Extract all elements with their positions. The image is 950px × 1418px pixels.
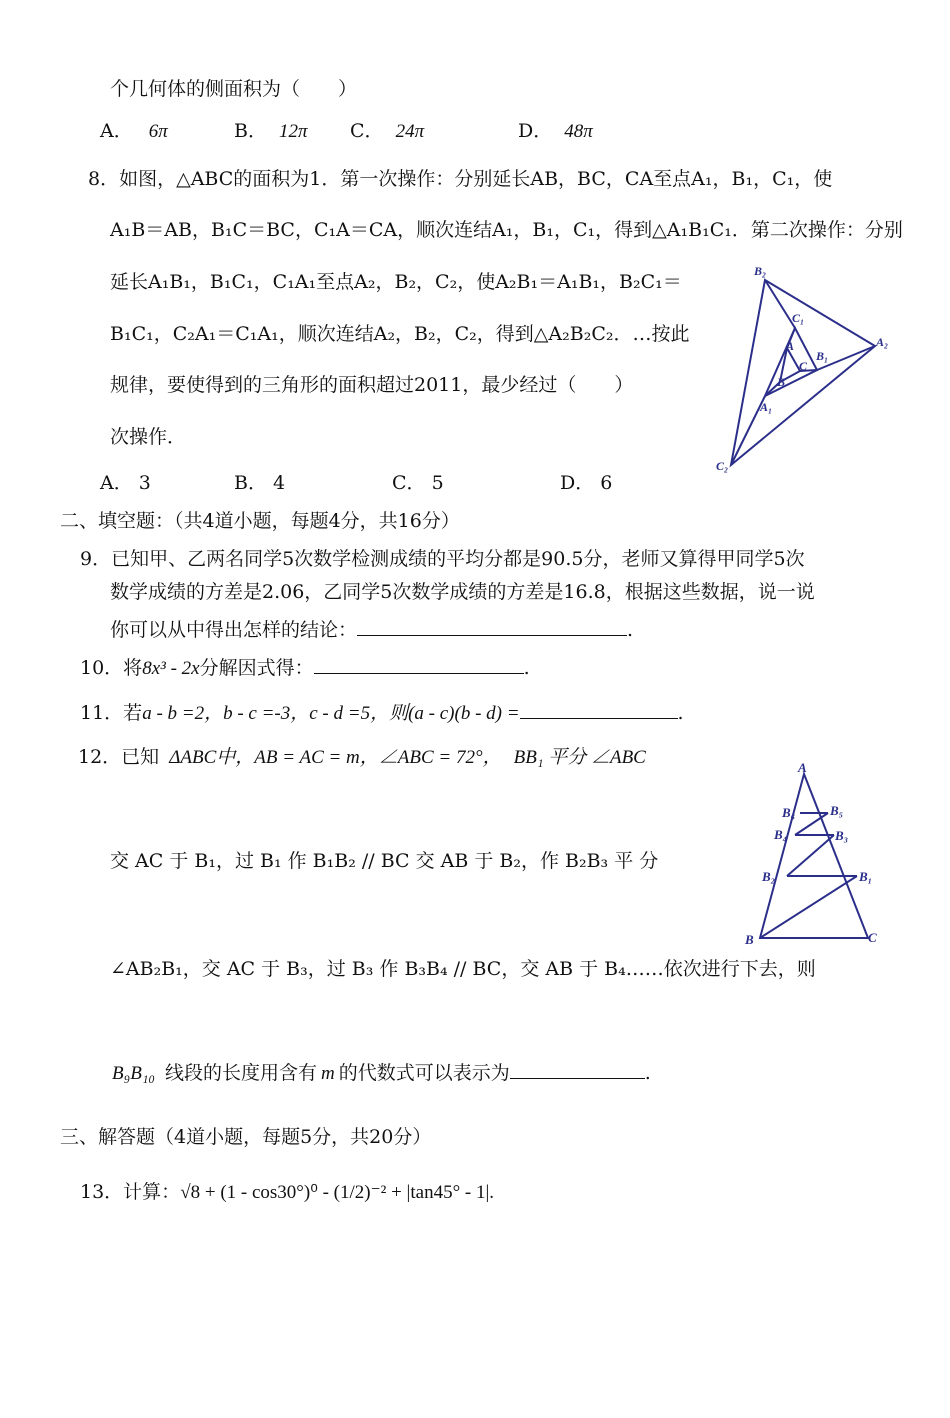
q12-triangle-figure xyxy=(738,760,888,950)
q9-line3: 你可以从中得出怎样的结论： . xyxy=(110,619,634,641)
fig8-label-c1: C₁ xyxy=(792,311,805,325)
fig12-label-b2: B₂ xyxy=(762,869,776,884)
fig8-label-a2: A₂ xyxy=(876,335,889,349)
q7-stem-tail: 个几何体的侧面积为（ ） xyxy=(110,78,358,100)
q9-line2: 数学成绩的方差是2.06，乙同学5次数学成绩的方差是16.8，根据这些数据，说一说 xyxy=(110,581,815,603)
fig8-label-b2: B₂ xyxy=(754,264,767,278)
q12-answer-blank[interactable] xyxy=(510,1060,645,1079)
q12-line1: 12．已知 ΔABC中，AB = AC = m，∠ABC = 72°， BB₁ 平分 ∠ABC xyxy=(78,746,646,768)
fig12-label-b5: B₅ xyxy=(830,803,844,818)
fig8-label-b1: B₁ xyxy=(816,349,829,363)
q8-option-a: A． 3 xyxy=(100,472,151,494)
q7-option-c: C． 24π xyxy=(350,120,425,142)
q8-option-d: D． 6 xyxy=(560,472,613,494)
q8-triangle-figure xyxy=(712,258,902,478)
q11-answer-blank[interactable] xyxy=(520,700,678,719)
fig12-label-b4: B₄ xyxy=(774,827,788,842)
q13-line: 13．计算：√8 + (1 - cos30°)⁰ - (1/2)⁻² + |tan45° - 1|. xyxy=(80,1181,495,1203)
q10-answer-blank[interactable] xyxy=(314,655,524,674)
q8-option-b: B． 4 xyxy=(234,472,286,494)
q8-line5: 规律，要使得到的三角形的面积超过2011，最少经过（ ） xyxy=(110,374,634,396)
q8-option-c: C． 5 xyxy=(392,472,444,494)
q9-line1: 9．已知甲、乙两名同学5次数学检测成绩的平均分都是90.5分，老师又算得甲同学5次 xyxy=(80,548,805,570)
fig8-label-c2: C₂ xyxy=(716,459,729,473)
section-3-title: 三、解答题（4道小题，每题5分，共20分） xyxy=(60,1126,432,1148)
q7-option-a: A． 6π xyxy=(100,120,168,142)
fig8-label-b: B xyxy=(777,375,786,389)
q12-line4: B₉B₁₀ 线段的长度用含有 m 的代数式可以表示为 . xyxy=(112,1062,651,1084)
q8-line6: 次操作． xyxy=(110,426,187,448)
fig8-label-c: C xyxy=(799,359,808,373)
fig12-label-a: A xyxy=(798,760,807,775)
fig12-label-b1: B₁ xyxy=(859,869,873,884)
q12-line2: 交 AC 于 B₁，过 B₁ 作 B₁B₂ // BC 交 AB 于 B₂，作 B₂B₃ 平 分 xyxy=(110,850,659,872)
q8-line3: 延长A₁B₁，B₁C₁，C₁A₁至点A₂，B₂，C₂，使A₂B₁＝A₁B₁，B₂C₁＝ xyxy=(110,271,682,293)
q8-line2: A₁B＝AB，B₁C＝BC，C₁A＝CA，顺次连结A₁，B₁，C₁，得到△A₁B₁C₁．第二次操作：分别 xyxy=(110,219,903,241)
q12-line3: ∠AB₂B₁，交 AC 于 B₃，过 B₃ 作 B₃B₄ // BC，交 AB 于 B₄……依次进行下去，则 xyxy=(110,958,816,980)
q9-answer-blank[interactable] xyxy=(357,617,627,636)
q8-line4: B₁C₁，C₂A₁＝C₁A₁，顺次连结A₂，B₂，C₂，得到△A₂B₂C₂．…按此 xyxy=(110,323,690,345)
q7-option-b: B． 12π xyxy=(234,120,308,142)
section-2-title: 二、填空题：（共4道小题，每题4分，共16分） xyxy=(60,510,460,532)
fig8-label-a1: A₁ xyxy=(760,400,773,414)
fig12-label-b6: B₆ xyxy=(782,805,796,820)
q11-line: 11．若a - b =2，b - c =-3，c - d =5，则(a - c)(b - d) = . xyxy=(80,702,684,724)
q10-line: 10．将8x³ - 2x分解因式得： . xyxy=(80,657,530,679)
q8-line1: 8．如图，△ABC的面积为1．第一次操作：分别延长AB，BC，CA至点A₁，B₁，C₁，使 xyxy=(88,168,833,190)
fig8-label-a: A xyxy=(786,339,795,353)
q7-option-d: D． 48π xyxy=(518,120,593,142)
fig12-label-c: C xyxy=(868,930,877,945)
fig12-label-b3: B₃ xyxy=(835,828,849,843)
fig12-label-b: B xyxy=(745,932,754,947)
